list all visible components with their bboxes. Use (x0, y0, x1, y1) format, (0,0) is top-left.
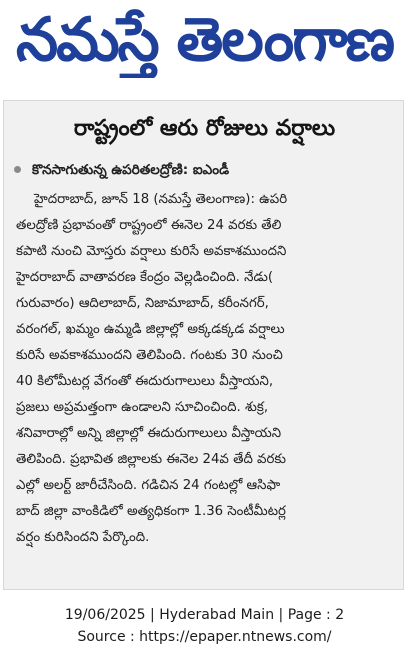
masthead-logo (8, 2, 401, 78)
body-line: హైదరాబాద్, జూన్ 18 (నమస్తే తెలంగాణ): ఉపరి (34, 192, 288, 207)
body-line: వరంగల్, ఖమ్మం ఉమ్మడి జిల్లాల్లో అక్కడక్కడ వర్షాలు (16, 322, 285, 337)
footer-edition-info: 19/06/2025 | Hyderabad Main | Page : 2 (64, 607, 345, 623)
body-line: ప్రజలు అప్రమత్తంగా ఉండాలని సూచించింది. శుక్ర, (16, 400, 269, 415)
body-line: హైదరాబాద్ వాతావరణ కేంద్రం వెల్లడించింది. నేడు( (16, 270, 274, 285)
body-line: కురిసే అవకాశముందని తెలిపింది. గంటకు 30 నుంచి (16, 348, 283, 363)
bullet-icon (14, 166, 21, 173)
body-line: శనివారాల్లో అన్ని జిల్లాల్లో ఈదురుగాలులు వీస్తాయని (16, 426, 282, 441)
body-line: ఎల్లో అలర్ట్ జారీచేసింది. గడిచిన 24 గంటల్లో ఆసిఫా (16, 478, 281, 493)
body-line: బాద్ జిల్లా వాంకిడిలో అత్యధికంగా 1.36 సెంటీమీటర్ల (16, 504, 286, 519)
masthead-title: నమస్తే తెలంగాణ (15, 5, 394, 75)
article-body (16, 187, 397, 551)
article-headline: రాష్ట్రంలో ఆరు రోజులు వర్షాలు (73, 116, 336, 141)
subheading-row (14, 157, 399, 183)
body-line: కపాటి నుంచి మోస్తరు వర్షాలు కురిసే అవకాశముందని (16, 244, 287, 259)
footer-source: Source : https://epaper.ntnews.com/ (77, 629, 332, 645)
body-line: తలద్రోణి ప్రభావంతో రాష్ట్రంలో ఈనెల 24 వరకు తేలి (16, 218, 282, 233)
body-line: తెలిపింది. ప్రభావిత జిల్లాలకు ఈనెల 24వ తేదీ వరకు (16, 452, 286, 467)
article-clipping (3, 100, 404, 590)
body-line: 40 కిలోమీటర్ల వేగంతో ఈదురుగాలులు వీస్తాయని, (16, 374, 274, 389)
body-line: గురువారం) ఆదిలాబాద్, నిజామాబాద్, కరీంనగర్, (16, 296, 269, 311)
article-subheading: కొనసాగుతున్న ఉపరితలద్రోణి: ఐఎండీ (32, 162, 230, 178)
body-line: వర్షం కురిసిందని పేర్కొంది. (16, 530, 150, 545)
page-footer (0, 604, 409, 648)
